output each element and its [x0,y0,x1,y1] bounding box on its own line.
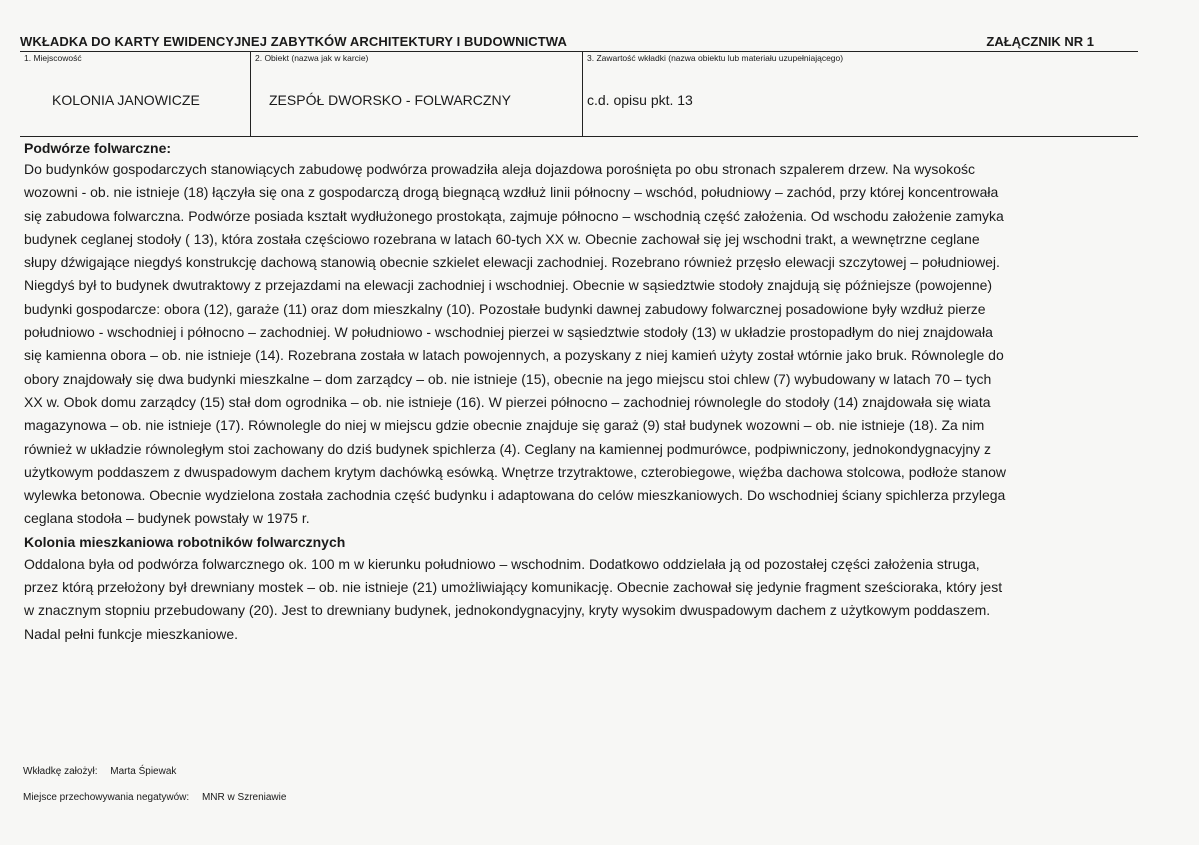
text-line: Niegdyś był to budynek dwutraktowy z przejazdami na elewacji zachodniej i wschodniej. Obecnie w sąsiedztwie stodoły znajdują się późniejsze (powojenne) [24,277,993,294]
text-line: słupy dźwigające niegdyś konstrukcję dachową stanowią obecnie szkielet elewacji zachodniej. Rozebrano również przęsło elewacji szczytowej – południowej. [24,254,1000,271]
text-line: w znacznym stopniu przebudowany (20). Jest to drewniany budynek, jednokondygnacyjny, kryty wysokim dwuspadowym dachem z użytkowym poddaszem. [24,602,991,619]
text-line: się kamienna obora – ob. nie istnieje (14). Rozebrana została w latach powojennych, a pozyskany z niej kamień użyty został wtórnie jako bruk. Równolegle do [24,347,1004,364]
field-contents-value: c.d. opisu pkt. 13 [587,92,693,108]
footer-storage-value: MNR w Szreniawie [201,792,287,803]
footer-storage-label: Miejsce przechowywania negatywów: [23,792,190,803]
text-line: przez którą przełożony był drewniany mostek – ob. nie istnieje (21) umożliwiający komunikację. Obecnie zachował się jedynie fragment sześcioraka, który jest [24,579,1003,596]
text-line: wozowni - ob. nie istnieje (18) łączyła się ona z gospodarczą drogą biegnącą wzdłuż linii północny – wschód, południowy – zachód, przy której koncentrowała [24,184,999,201]
text-line: również w układzie równoległym stoi zachowany do dziś budynek spichlerza (4). Ceglany na kamiennej podmurówce, podpiwniczony, jednokondygnacyjny z [24,440,992,457]
document-title: WKŁADKA DO KARTY EWIDENCYJNEJ ZABYTKÓW ARCHITEKTURY I BUDOWNICTWA [20,34,567,49]
title-row [20,34,1138,52]
text-line: budynek ceglanej stodoły ( 13), która została częściowo rozebrana w latach 60-tych XX w. Obecnie zachował się jej wschodni trakt, a wewnętrzne ceglane [24,230,980,247]
section-workers-colony-text [24,553,1144,646]
text-line: użytkowym poddaszem z dwuspadowym dachem krytym dachówką esówką. Wnętrze trzytraktowe, czterobiegowe, więźba dachowa stolcowa, podłoże stanow [24,463,1006,480]
text-line: się zabudowa folwarczna. Podwórze posiada kształt wydłużonego prostokąta, zajmuje północno – wschodnią część założenia. Od wschodu założenie zamyka [24,207,1004,224]
document-body [24,138,1144,646]
header-bottom-rule [20,136,1138,137]
text-line: magazynowa – ob. nie istnieje (17). Równolegle do niej w miejscu gdzie obecnie znajduje się garaż (9) stał budynek wozowni – ob. nie istnieje (18). Za nim [24,417,985,434]
text-line: Do budynków gospodarczych stanowiących zabudowę podwórza prowadziła aleja dojazdowa porośnięta po obu stronach szpalerem drzew. Na wysokośc [24,161,975,177]
text-line: ceglana stodoła – budynek powstały w 1975 r. [24,510,310,527]
field-object [251,52,583,136]
field-object-value: ZESPÓŁ DWORSKO - FOLWARCZNY [269,92,511,108]
text-line: Nadal pełni funkcje mieszkaniowe. [24,625,238,642]
annex-label: ZAŁĄCZNIK NR 1 [986,34,1094,49]
text-line: Oddalona była od podwórza folwarcznego ok. 100 m w kierunku południowo – wschodnim. Dodatkowo oddzielała ją od pozostałej części założenia struga, [24,555,980,572]
footer-founder [23,766,176,777]
field-object-label: 2. Obiekt (nazwa jak w karcie) [255,53,369,63]
field-locality-value: KOLONIA JANOWICZE [52,92,200,108]
field-contents-label: 3. Zawartość wkładki (nazwa obiektu lub materiału uzupełniającego) [587,53,844,63]
field-contents [583,52,1138,136]
field-locality-label: 1. Miejscowość [24,53,82,63]
section-heading-workers-colony: Kolonia mieszkaniowa robotników folwarcznych [24,533,346,550]
field-locality [20,52,251,136]
section-courtyard-text [24,158,1144,531]
text-line: XX w. Obok domu zarządcy (15) stał dom ogrodnika – ob. nie istnieje (16). W pierzei północno – zachodniej równolegle do stodoły (14) znajdowała się wiata [24,393,991,410]
footer-founder-value: Marta Śpiewak [110,766,177,777]
header-fields-table [20,52,1138,136]
footer-founder-label: Wkładkę założył: [23,766,98,777]
footer-storage [23,792,286,803]
text-line: wylewka betonowa. Obecnie wydzielona została zachodnia część budynku i adaptowana do celów mieszkaniowych. Do wschodniej ściany spichlerza przylega [24,487,1006,504]
text-line: południowo - wschodniej i północno – zachodniej. W południowo - wschodniej pierzei w sąsiedztwie stodoły (13) w układzie prostopadłym do niej znajdowała [24,324,993,341]
section-heading-courtyard: Podwórze folwarczne: [24,140,172,156]
text-line: budynki gospodarcze: obora (12), garaże (11) oraz dom mieszkalny (10). Pozostałe budynki dawnej zabudowy folwarcznej posadowione były wzdłuż pierze [24,300,986,317]
text-line: obory znajdowały się dwa budynki mieszkalne – dom zarządcy – ob. nie istnieje (15), obecnie na jego miejscu stoi chlew (7) wybudowany w latach 70 – tych [24,370,992,387]
